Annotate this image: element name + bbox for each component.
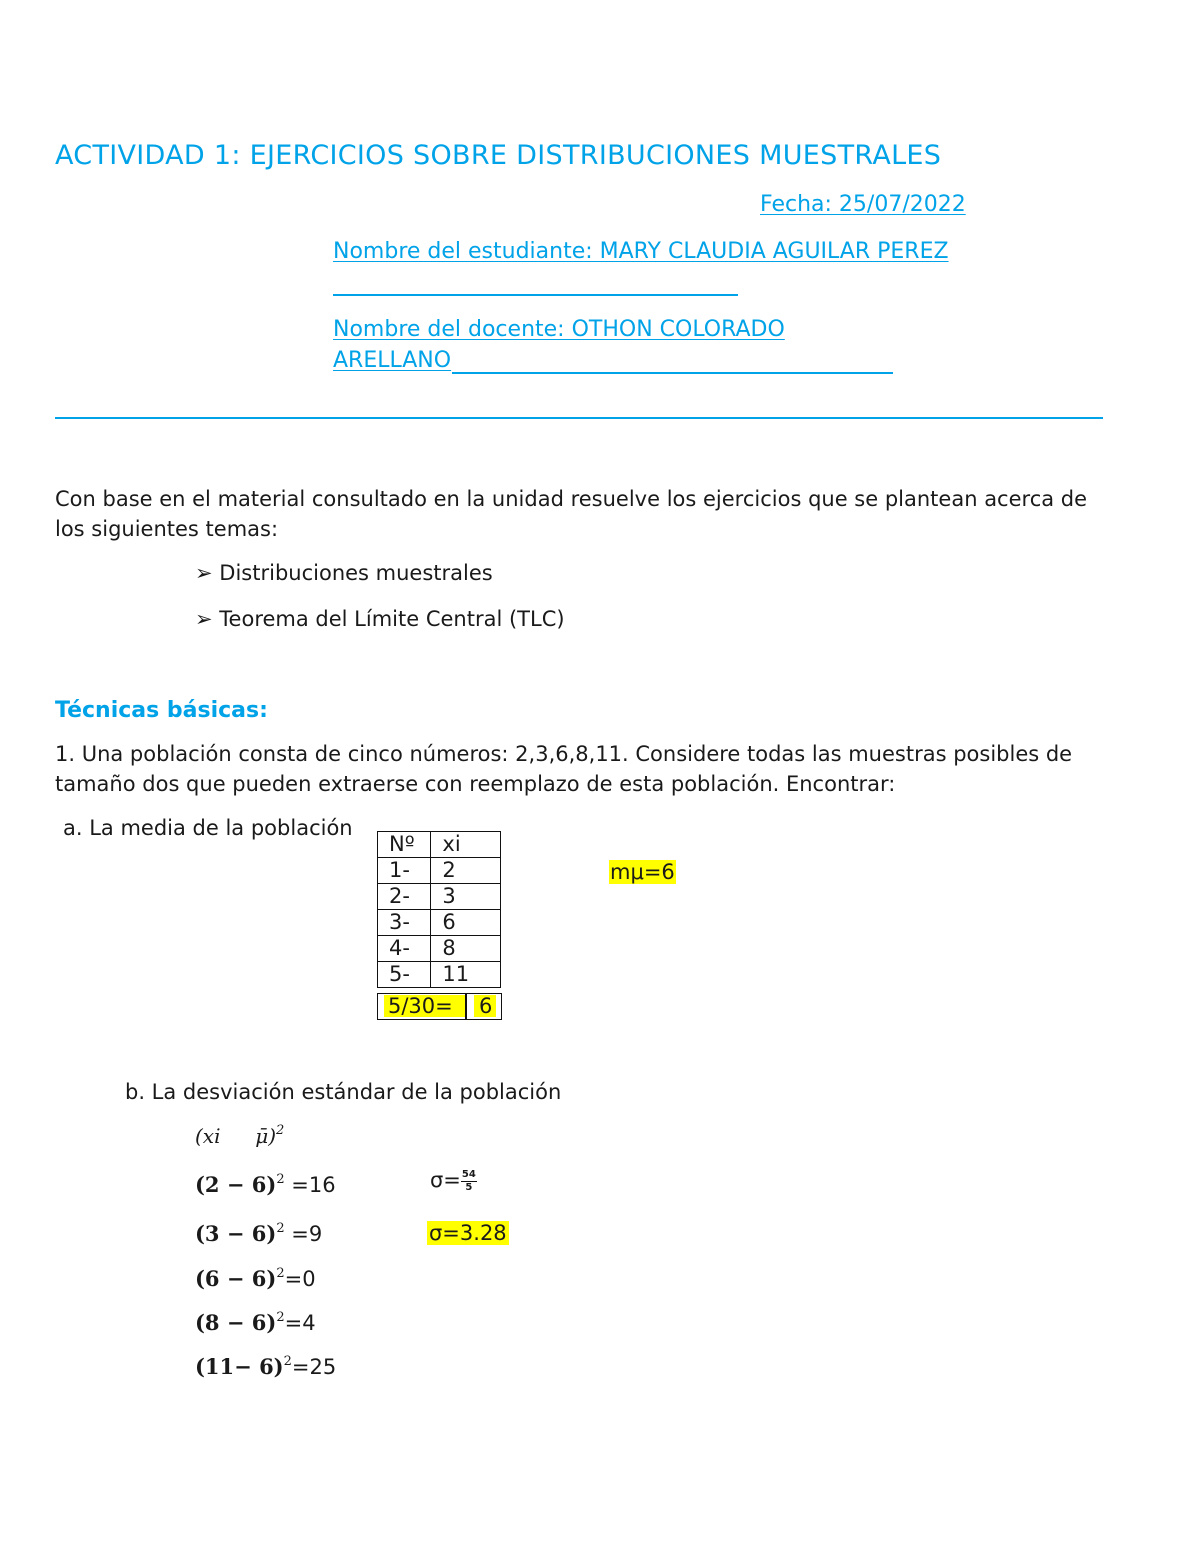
exponent: 2 xyxy=(276,1266,285,1281)
deviation-expr: (11− 6) xyxy=(195,1354,284,1379)
table-row xyxy=(378,884,501,910)
bullet-item xyxy=(195,607,565,631)
document-title: ACTIVIDAD 1: EJERCICIOS SOBRE DISTRIBUCIONES MUESTRALES xyxy=(55,140,942,171)
deviation-result: =4 xyxy=(284,1311,316,1335)
table-cell: 3- xyxy=(378,910,431,936)
formula-term: μ̄) xyxy=(255,1124,277,1148)
deviation-row xyxy=(195,1266,316,1291)
table-cell: 5- xyxy=(378,962,431,988)
exponent: 2 xyxy=(276,1123,285,1138)
teacher-name-line1: Nombre del docente: OTHON COLORADO xyxy=(333,317,785,342)
teacher-underline xyxy=(452,372,893,374)
table-cell: 8 xyxy=(431,936,501,962)
mean-result: mμ=6 xyxy=(610,860,675,884)
deviation-result: =9 xyxy=(284,1222,323,1246)
student-underline xyxy=(333,294,738,296)
formula-term: (xi xyxy=(195,1124,221,1148)
table-header-row xyxy=(378,832,501,858)
deviation-expr: (3 − 6) xyxy=(195,1221,277,1246)
data-table xyxy=(377,831,501,988)
arrow-bullet-icon: ➢ xyxy=(195,561,213,585)
table-header-cell: xi xyxy=(431,832,501,858)
part-a-label: a. La media de la población xyxy=(63,816,353,840)
problem-line-2: tamaño dos que pueden extraerse con reemplazo de esta población. Encontrar: xyxy=(55,772,896,796)
bullet-text: Teorema del Límite Central (TLC) xyxy=(219,607,565,631)
section-heading: Técnicas básicas: xyxy=(55,698,268,723)
exponent: 2 xyxy=(276,1310,285,1325)
teacher-name-line2: ARELLANO xyxy=(333,348,452,373)
table-cell: 6 xyxy=(431,910,501,936)
deviation-row xyxy=(195,1310,316,1335)
bullet-text: Distribuciones muestrales xyxy=(219,561,493,585)
table-cell: 11 xyxy=(431,962,501,988)
total-label: 5/30= xyxy=(384,995,465,1017)
exponent: 2 xyxy=(283,1354,292,1369)
fraction-denominator: 5 xyxy=(465,1181,473,1193)
table-row xyxy=(378,962,501,988)
table-cell: 1- xyxy=(378,858,431,884)
table-cell: 4- xyxy=(378,936,431,962)
fraction xyxy=(461,1169,477,1194)
date-field: Fecha: 25/07/2022 xyxy=(760,192,966,217)
table-row xyxy=(378,910,501,936)
exponent: 2 xyxy=(276,1172,285,1187)
bullet-item xyxy=(195,561,493,585)
fraction-numerator: 54 xyxy=(461,1168,476,1180)
table-cell: 3 xyxy=(431,884,501,910)
intro-line-1: Con base en el material consultado en la unidad resuelve los ejercicios que se plantean acerca de xyxy=(55,487,1088,511)
deviation-expr: (2 − 6) xyxy=(195,1172,277,1197)
deviation-row xyxy=(195,1354,336,1379)
sigma-fraction xyxy=(430,1168,477,1194)
formula-header xyxy=(195,1124,284,1148)
student-name: Nombre del estudiante: MARY CLAUDIA AGUILAR PEREZ xyxy=(333,239,949,264)
table-row xyxy=(378,858,501,884)
total-value: 6 xyxy=(474,995,496,1017)
deviation-result: =25 xyxy=(291,1355,337,1379)
table-cell: 2 xyxy=(431,858,501,884)
deviation-expr: (8 − 6) xyxy=(195,1310,277,1335)
table-cell: 2- xyxy=(378,884,431,910)
table-row xyxy=(378,936,501,962)
exponent: 2 xyxy=(276,1221,285,1236)
sigma-result: σ=3.28 xyxy=(429,1221,507,1245)
part-b-label: b. La desviación estándar de la población xyxy=(125,1080,562,1104)
intro-line-2: los siguientes temas: xyxy=(55,517,279,541)
problem-line-1: 1. Una población consta de cinco números: 2,3,6,8,11. Considere todas las muestras posibles de xyxy=(55,742,1073,766)
deviation-result: =16 xyxy=(284,1173,336,1197)
deviation-result: =0 xyxy=(284,1267,316,1291)
deviation-expr: (6 − 6) xyxy=(195,1266,277,1291)
sigma-label: σ= xyxy=(430,1168,461,1192)
table-header-cell: Nº xyxy=(378,832,431,858)
table-total-row xyxy=(377,993,502,1020)
deviation-row xyxy=(195,1221,322,1246)
arrow-bullet-icon: ➢ xyxy=(195,607,213,631)
total-divider xyxy=(465,993,467,1019)
header-divider xyxy=(55,417,1103,419)
deviation-row xyxy=(195,1172,336,1197)
